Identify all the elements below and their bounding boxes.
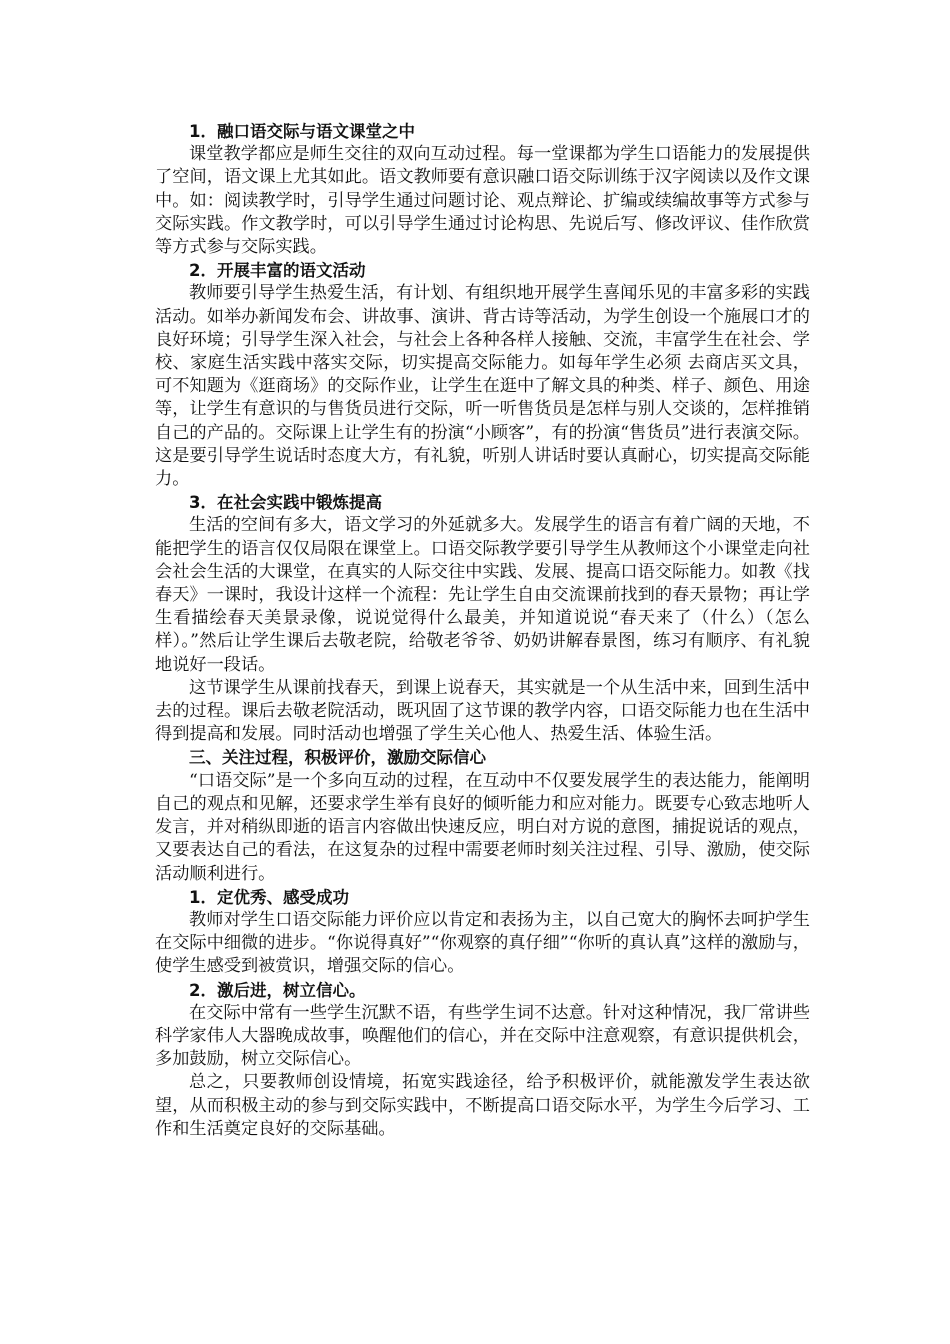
paragraph-classroom-integration: 课堂教学都应是师生交往的双向互动过程。每一堂课都为学生口语能力的发展提供了空间，语文课上尤其如此。语文教师要有意识融口语交际训练于汉字阅读以及作文课中。如：阅读教学时，引导学生通过问题讨论、观点辩论、扩编或续编故事等方式参与交际实践。作文教学时，可以引导学生通过讨论构思、先说后写、修改评议、佳作欣赏等方式参与交际实践。 <box>155 144 810 258</box>
paragraph-chinese-activities: 教师要引导学生热爱生活，有计划、有组织地开展学生喜闻乐见的丰富多彩的实践活动。如举办新闻发布会、讲故事、演讲、背古诗等活动，为学生创设一个施展口才的良好环境；引导学生深入社会，与社会上各种各样人接触、交流，丰富学生在社会、学校、家庭生活实践中落实交际，切实提高交际能力。如每年学生必须 去商店买文具，可不知题为《逛商场》的交际作业，让学生在逛中了解文具的种类、样子、颜色、用途等，让学生有意识的与售货员进行交际，听一听售货员是怎样与别人交谈的，怎样推销自己的产品的。交际课上让学生有的扮演“小顾客”，有的扮演“售货员”进行表演交际。这是要引导学生说话时态度大方，有礼貌，听别人讲话时要认真耐心，切实提高交际能力。 <box>155 283 810 490</box>
paragraph-praise-evaluation: 教师对学生口语交际能力评价应以肯定和表扬为主，以自己宽大的胸怀去呵护学生在交际中细微的进步。“你说得真好”“你观察的真仔细”“你听的真认真”这样的激励与，使学生感受到被赏识，增强交际的信心。 <box>155 909 810 977</box>
paragraph-encourage-quiet-students: 在交际中常有一些学生沉默不语，有些学生词不达意。针对这种情况，我厂常讲些科学家伟人大器晚成故事，唤醒他们的信心，并在交际中注意观察，有意识提供机会，多加鼓励，树立交际信心。 <box>155 1002 810 1070</box>
paragraph-spring-lesson: 这节课学生从课前找春天，到课上说春天，其实就是一个从生活中来，回到生活中去的过程。课后去敬老院活动，既巩固了这节课的教学内容，口语交际能力也在生活中得到提高和发展。同时活动也增强了学生关心他人、热爱生活、体验生活。 <box>155 677 810 745</box>
section-heading-2: 2．开展丰富的语文活动 <box>189 261 366 281</box>
paragraph-oral-communication: “口语交际”是一个多向互动的过程，在互动中不仅要发展学生的表达能力，能阐明自己的观点和见解，还要求学生举有良好的倾听能力和应对能力。既要专心致志地听人发言，并对稍纵即逝的语言内容做出快速反应，明白对方说的意图，捕捉说话的观点，又要表达自己的看法，在这复杂的过程中需要老师时刻关注过程、引导、激励，使交际活动顺利进行。 <box>155 770 810 884</box>
section-heading-3: 3．在社会实践中锻炼提高 <box>189 493 382 513</box>
section-heading-1: 1．融口语交际与语文课堂之中 <box>189 122 415 141</box>
paragraph-conclusion: 总之，只要教师创设情境，拓宽实践途径，给予积极评价，就能激发学生表达欲望，从而积极主动的参与到交际实践中，不断提高口语交际水平，为学生今后学习、工作和生活奠定良好的交际基础。 <box>155 1072 810 1139</box>
document-body <box>155 120 810 1141</box>
chapter-heading-three: 三、关注过程，积极评价，激励交际信心 <box>189 748 486 768</box>
paragraph-social-practice: 生活的空间有多大，语文学习的外延就多大。发展学生的语言有着广阔的天地，不能把学生的语言仅仅局限在课堂上。口语交际教学要引导学生从教师这个小课堂走向社会社会生活的大课堂，在真实的人际交往中实践、发展、提高口语交际能力。如教《找春天》一课时，我设计这样一个流程：先让学生自由交流课前找到的春天景物；再让学生看描绘春天美景录像，说说觉得什么最美，并知道说说“春天来了（什么）（怎么样）。”然后让学生课后去敬老院，给敬老爷爷、奶奶讲解春景图，练习有顺序、有礼貌地说好一段话。 <box>155 515 810 675</box>
subsection-heading-1: 1．定优秀、感受成功 <box>189 887 349 907</box>
subsection-heading-2: 2．激后进，树立信心。 <box>189 980 366 1000</box>
